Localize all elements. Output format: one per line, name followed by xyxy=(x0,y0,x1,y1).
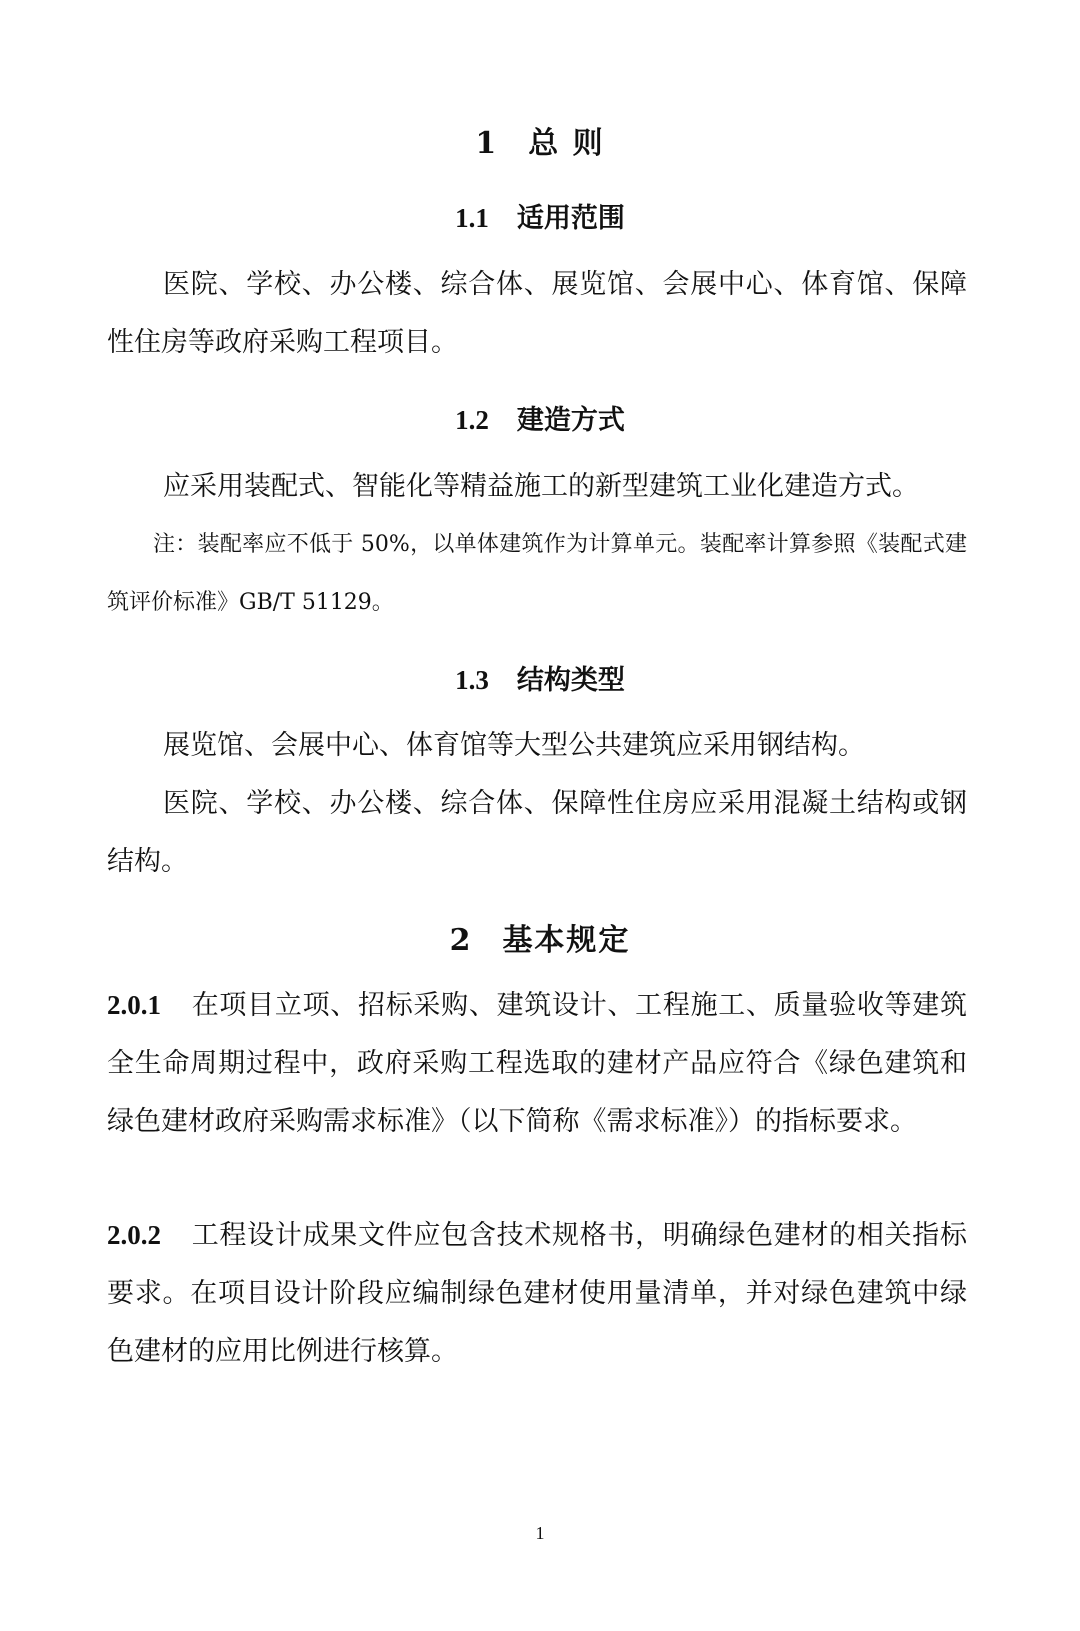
clause-2-0-1 xyxy=(107,976,967,1151)
chapter-number: 2 xyxy=(449,923,473,958)
clause-text: 在项目立项、招标采购、建筑设计、工程施工、质量验收等建筑全生命周期过程中，政府采购工程选取的建材产品应符合《绿色建筑和绿色建材政府采购需求标准》（以下简称《需求标准》）的指标要求。 xyxy=(107,990,967,1137)
section-number: 1.3 xyxy=(455,665,489,695)
chapter-number: 1 xyxy=(475,126,499,161)
section-title: 结构类型 xyxy=(516,665,625,696)
chapter-title: 总 则 xyxy=(528,126,605,161)
clause-number: 2.0.1 xyxy=(107,990,161,1020)
section-1-1-paragraph: 医院、学校、办公楼、综合体、展览馆、会展中心、体育馆、保障性住房等政府采购工程项目。 xyxy=(107,269,967,358)
section-1-2-note: 注：装配率应不低于 50%，以单体建筑作为计算单元。装配率计算参照《装配式建筑评价标准》GB/T 51129。 xyxy=(107,532,967,615)
chapter-title: 基本规定 xyxy=(502,923,631,958)
section-1-2-paragraph: 应采用装配式、智能化等精益施工的新型建筑工业化建造方式。 xyxy=(163,471,919,502)
clause-number: 2.0.2 xyxy=(107,1220,161,1250)
section-1-2-heading xyxy=(0,398,1080,437)
section-title: 适用范围 xyxy=(516,203,625,234)
section-1-3-paragraph-2: 医院、学校、办公楼、综合体、保障性住房应采用混凝土结构或钢结构。 xyxy=(107,788,967,877)
chapter-1-heading xyxy=(0,118,1080,162)
page-number: 1 xyxy=(535,1523,545,1543)
section-number: 1.2 xyxy=(455,405,489,435)
clause-2-0-2 xyxy=(107,1206,967,1381)
chapter-2-heading xyxy=(0,915,1080,959)
section-number: 1.1 xyxy=(455,203,489,233)
section-1-1-heading xyxy=(0,196,1080,235)
section-title: 建造方式 xyxy=(516,405,625,436)
clause-text: 工程设计成果文件应包含技术规格书，明确绿色建材的相关指标要求。在项目设计阶段应编制绿色建材使用量清单，并对绿色建筑中绿色建材的应用比例进行核算。 xyxy=(107,1220,967,1367)
section-1-3-paragraph-1: 展览馆、会展中心、体育馆等大型公共建筑应采用钢结构。 xyxy=(163,730,865,761)
section-1-3-heading xyxy=(0,658,1080,697)
